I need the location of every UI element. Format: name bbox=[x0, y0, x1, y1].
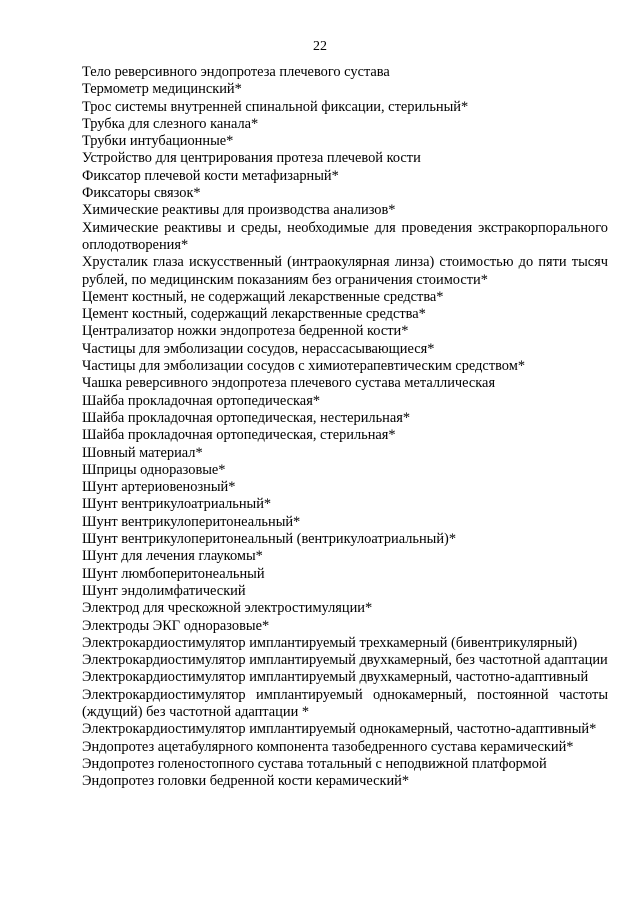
list-item: Шайба прокладочная ортопедическая* bbox=[82, 392, 321, 409]
list-item: Шунт артериовенозный* bbox=[82, 479, 236, 496]
list-item: Химические реактивы для производства анализов* bbox=[82, 202, 396, 219]
page-number: 22 bbox=[313, 39, 327, 54]
list-item: Шайба прокладочная ортопедическая, нестерильная* bbox=[82, 409, 411, 426]
list-item: Шайба прокладочная ортопедическая, стерильная* bbox=[82, 427, 396, 444]
list-item: Трос системы внутренней спинальной фиксации, стерильный* bbox=[82, 98, 469, 115]
list-item: Чашка реверсивного эндопротеза плечевого сустава металлическая bbox=[82, 375, 496, 392]
list-item: Тело реверсивного эндопротеза плечевого сустава bbox=[82, 64, 390, 80]
list-item: Шовный материал* bbox=[82, 444, 203, 461]
list-item: Шунт вентрикулоперитонеальный (вентрикулоатриальный)* bbox=[82, 531, 457, 548]
list-item: Шунт для лечения глаукомы* bbox=[82, 548, 263, 565]
list-item: Шунт эндолимфатический bbox=[82, 582, 246, 599]
list-item: Эндопротез голеностопного сустава тотальный с неподвижной платформой bbox=[82, 755, 547, 772]
list-item: Хрусталик глаза искусственный (интраокулярная линза) стоимостью до пяти тысяч рублей, по медицинским показаниям без ограничения стоимости* bbox=[82, 254, 608, 288]
list-item: Фиксаторы связок* bbox=[82, 185, 201, 202]
list-item: Электроды ЭКГ одноразовые* bbox=[82, 617, 270, 634]
list-item: Шунт вентрикулоперитонеальный* bbox=[82, 513, 301, 530]
list-item: Электрокардиостимулятор имплантируемый однокамерный, постоянной частоты (ждущий) без частотной адаптации * bbox=[82, 686, 608, 720]
list-item: Электрод для чрескожной электростимуляции* bbox=[82, 600, 373, 617]
list-item: Трубки интубационные* bbox=[82, 133, 234, 150]
list-item: Эндопротез головки бедренной кости керамический* bbox=[82, 773, 410, 790]
list-item: Шунт вентрикулоатриальный* bbox=[82, 496, 272, 513]
list-item: Шунт люмбоперитонеальный bbox=[82, 565, 265, 582]
list-item: Химические реактивы и среды, необходимые для проведения экстракорпорального оплодотворения* bbox=[82, 219, 608, 253]
list-item: Электрокардиостимулятор имплантируемый двухкамерный, частотно-адаптивный bbox=[82, 669, 589, 686]
list-item: Термометр медицинский* bbox=[82, 81, 242, 98]
list-item: Частицы для эмболизации сосудов с химиотерапевтическим средством* bbox=[82, 358, 526, 375]
list-item: Централизатор ножки эндопротеза бедренной кости* bbox=[82, 323, 409, 340]
list-item: Частицы для эмболизации сосудов, нерассасывающиеся* bbox=[82, 340, 435, 357]
list-item: Устройство для центрирования протеза плечевой кости bbox=[82, 150, 421, 167]
list-item: Эндопротез ацетабулярного компонента тазобедренного сустава керамический* bbox=[82, 738, 574, 755]
list-item: Цемент костный, не содержащий лекарственные средства* bbox=[82, 288, 444, 305]
list-item: Трубка для слезного канала* bbox=[82, 115, 259, 132]
item-list bbox=[82, 64, 608, 790]
list-item: Электрокардиостимулятор имплантируемый однокамерный, частотно-адаптивный* bbox=[82, 721, 597, 738]
list-item: Электрокардиостимулятор имплантируемый двухкамерный, без частотной адаптации bbox=[82, 652, 608, 669]
list-item: Шприцы одноразовые* bbox=[82, 461, 226, 478]
list-item: Электрокардиостимулятор имплантируемый трехкамерный (бивентрикулярный) bbox=[82, 634, 578, 651]
list-item: Фиксатор плечевой кости метафизарный* bbox=[82, 167, 339, 184]
list-item: Цемент костный, содержащий лекарственные средства* bbox=[82, 306, 426, 323]
